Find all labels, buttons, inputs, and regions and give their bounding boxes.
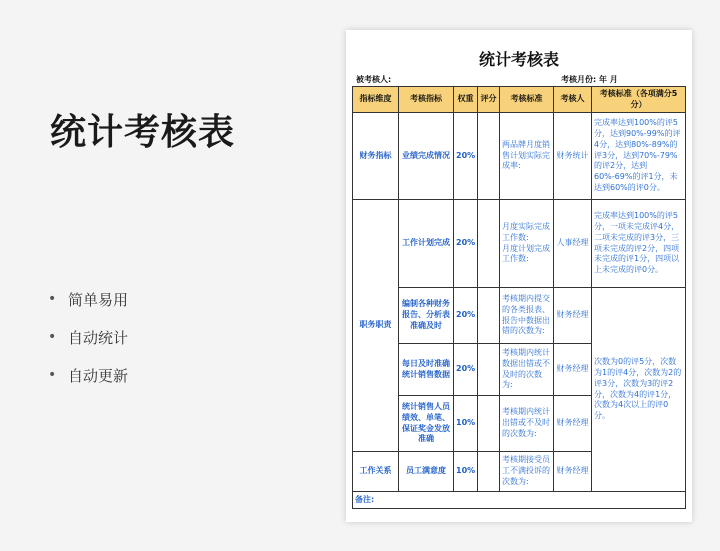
table-row — [353, 200, 686, 288]
weight-cell: 10% — [454, 452, 478, 492]
header-weight: 权重 — [454, 87, 478, 113]
weight-cell: 20% — [454, 288, 478, 344]
indicator-cell: 每日及时准确统计销售数据 — [399, 344, 454, 396]
standard-cell: 考核期内统计出错或不及时的次数为: — [500, 396, 554, 452]
indicator-cell: 统计销售人员绩效、单笔、保证奖金发放准确 — [399, 396, 454, 452]
dimension-cell: 工作关系 — [353, 452, 399, 492]
table-header-row — [353, 87, 686, 113]
assessor-cell: 财务统计 — [554, 113, 592, 200]
feature-label: 自动更新 — [68, 366, 129, 385]
assessment-table — [352, 86, 686, 509]
indicator-cell: 业绩完成情况 — [399, 113, 454, 200]
weight-cell: 20% — [454, 344, 478, 396]
standard-cell: 两品牌月度销售计划实际完成率: — [500, 113, 554, 200]
score-cell[interactable] — [478, 452, 500, 492]
standard-cell: 考核期接受员工不满投诉的次数为: — [500, 452, 554, 492]
indicator-cell: 编制各种财务报告、分析表准确及时 — [399, 288, 454, 344]
dimension-cell: 财务指标 — [353, 113, 399, 200]
slide-title: 统计考核表 — [50, 112, 236, 153]
month-label: 考核月份: 年 月 — [561, 75, 618, 84]
dimension-cell: 职务职责 — [353, 200, 399, 452]
feature-item — [48, 356, 128, 394]
indicator-cell: 员工满意度 — [399, 452, 454, 492]
assessor-cell: 财务经理 — [554, 396, 592, 452]
score-cell[interactable] — [478, 288, 500, 344]
header-score: 评分 — [478, 87, 500, 113]
note-row — [353, 492, 686, 509]
header-criteria: 考核标准（各项满分5分） — [592, 87, 686, 113]
standard-cell: 考核期内提交的各类报表、报告中数据出错的次数为: — [500, 288, 554, 344]
feature-item — [48, 318, 128, 356]
table-row — [353, 113, 686, 200]
feature-label: 简单易用 — [68, 290, 129, 309]
criteria-cell: 次数为0的评5分，次数为1的评4分，次数为2的评3分，次数为3的评2分，次数为4的评1分，次数为4次以上的评0分。 — [592, 288, 686, 492]
standard-cell: 月度实际完成工作数: 月度计划完成工作数: — [500, 200, 554, 288]
standard-cell: 考核期内统计数据出错或不及时的次数为: — [500, 344, 554, 396]
table-row — [353, 288, 686, 344]
header-dimension: 指标维度 — [353, 87, 399, 113]
weight-cell: 20% — [454, 200, 478, 288]
bullet-icon: • — [48, 291, 57, 307]
header-assessor: 考核人 — [554, 87, 592, 113]
sheet-title: 统计考核表 — [478, 50, 559, 69]
feature-label: 自动统计 — [68, 328, 129, 347]
criteria-cell: 完成率达到100%的评5分，一项未完成评4分，二项未完成的评3分，三项未完成的评2分，四项未完成的评1分，四项以上未完成的评0分。 — [592, 200, 686, 288]
indicator-cell: 工作计划完成 — [399, 200, 454, 288]
assessor-cell: 人事经理 — [554, 200, 592, 288]
spreadsheet-preview — [346, 30, 692, 522]
assessor-cell: 财务经理 — [554, 452, 592, 492]
assessor-cell: 财务经理 — [554, 288, 592, 344]
score-cell[interactable] — [478, 113, 500, 200]
assessor-cell: 财务经理 — [554, 344, 592, 396]
header-indicator: 考核指标 — [399, 87, 454, 113]
weight-cell: 20% — [454, 113, 478, 200]
feature-item — [48, 280, 128, 318]
bullet-icon: • — [48, 329, 57, 345]
header-standard: 考核标准 — [500, 87, 554, 113]
note-label[interactable]: 备注: — [353, 492, 686, 509]
bullet-icon: • — [48, 367, 57, 383]
score-cell[interactable] — [478, 396, 500, 452]
assessee-label: 被考核人: — [356, 75, 392, 84]
criteria-cell: 完成率达到100%的评5分，达到90%-99%的评4分，达到80%-89%的评3分，达到70%-79%的评2分，达到60%-69%的评1分，未达到60%的评0分。 — [592, 113, 686, 200]
weight-cell: 10% — [454, 396, 478, 452]
feature-list — [48, 280, 128, 394]
score-cell[interactable] — [478, 344, 500, 396]
score-cell[interactable] — [478, 200, 500, 288]
